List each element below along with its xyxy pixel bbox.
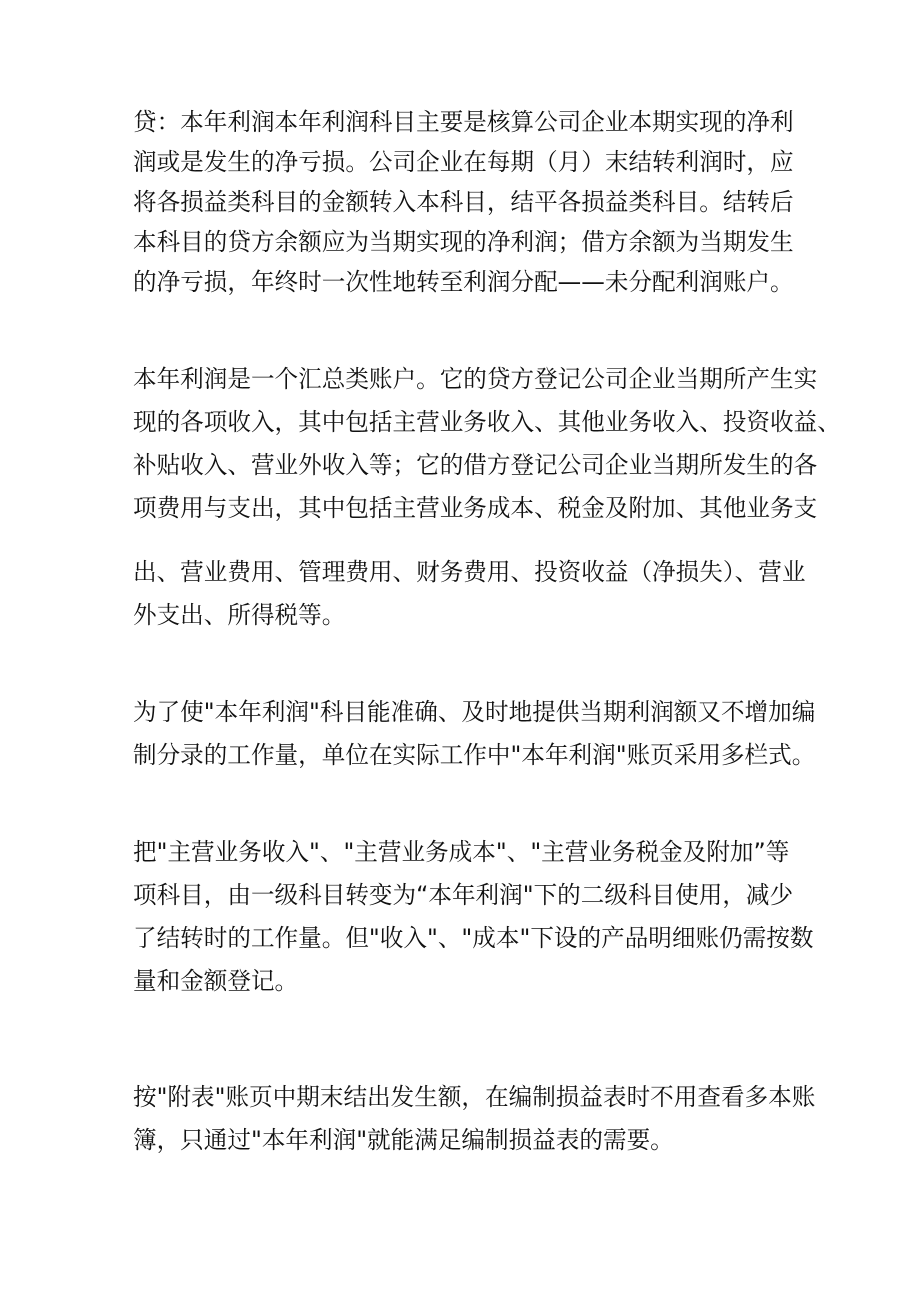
paragraph-4-line-4: 量和金额登记。 [133, 967, 299, 995]
paragraph-2-line-2: 现的各项收入，其中包括主营业务收入、其他业务收入、投资收益、 [133, 408, 841, 436]
paragraph-1-line-3: 将各损益类科目的金额转入本科目，结平各损益类科目。结转后 [133, 188, 794, 216]
paragraph-2-line-6: 外支出、所得税等。 [133, 601, 346, 629]
paragraph-4-line-3: 了结转时的工作量。但"收入"、"成本"下设的产品明细账仍需按数 [133, 924, 814, 952]
paragraph-2-line-5: 出、营业费用、管理费用、财务费用、投资收益（净损失）、营业 [133, 558, 806, 586]
paragraph-1-line-4: 本科目的贷方余额应为当期实现的净利润；借方余额为当期发生 [133, 228, 794, 256]
paragraph-3-line-2: 制分录的工作量，单位在实际工作中"本年利润"账页采用多栏式。 [133, 741, 816, 769]
paragraph-3-line-1: 为了使"本年利润"科目能准确、及时地提供当期利润额又不增加编 [133, 698, 816, 726]
paragraph-5-line-2: 簿，只通过"本年利润"就能满足编制损益表的需要。 [133, 1126, 674, 1154]
paragraph-2-line-3: 补贴收入、营业外收入等；它的借方登记公司企业当期所发生的各 [133, 451, 818, 479]
paragraph-2-line-4: 项费用与支出，其中包括主营业务成本、税金及附加、其他业务支 [133, 494, 818, 522]
paragraph-1-line-5: 的净亏损，年终时一次性地转至利润分配——未分配利润账户。 [133, 268, 794, 296]
paragraph-2-line-1: 本年利润是一个汇总类账户。它的贷方登记公司企业当期所产生实 [133, 365, 818, 393]
paragraph-1-line-1: 贷：本年利润本年利润科目主要是核算公司企业本期实现的净利 [133, 108, 794, 136]
paragraph-4-line-2: 项科目，由一级科目转变为“本年利润"下的二级科目使用，减少 [133, 881, 794, 909]
paragraph-4-line-1: 把"主营业务收入"、"主营业务成本"、"主营业务税金及附加”等 [133, 838, 790, 866]
paragraph-5-line-1: 按"附表"账页中期末结出发生额，在编制损益表时不用查看多本账 [133, 1083, 816, 1111]
paragraph-1-line-2: 润或是发生的净亏损。公司企业在每期（月）末结转利润时，应 [133, 148, 794, 176]
